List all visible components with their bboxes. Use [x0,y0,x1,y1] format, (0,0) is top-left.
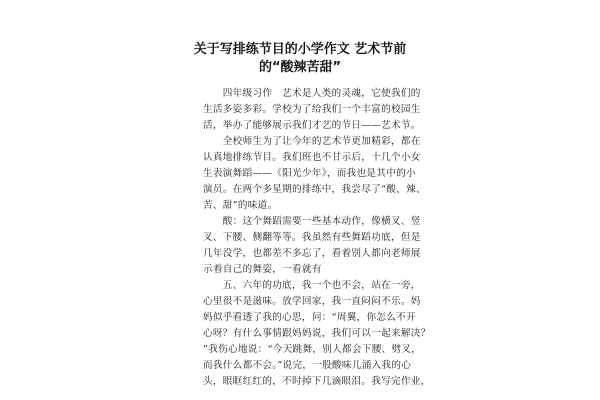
body-line: 全校师生为了让今年的艺术节更加精彩，都在 [203,136,421,147]
body-line: 五、六年的功底，我一个也不会，站在一旁， [203,280,421,291]
body-line: 认真地排练节目。我们班也不甘示后，十几个小女 [203,152,421,163]
body-line: 头，眼眶红红的，不时掉下几滴眼泪。我写完作业， [203,376,431,387]
body-line: 妈似乎看透了我的心思，问：“周翼，你怎么不开 [203,312,416,323]
body-line: 活，举办了能够展示我们才艺的节日——艺术节。 [203,120,421,131]
body-line: 苦、甜”的味道。 [203,200,278,211]
document-title-line-1: 关于写排练节目的小学作文 艺术节前 [193,42,407,57]
body-line: ”我伤心地说：“今天跳舞，别人都会下腰、劈叉， [203,344,422,355]
document-title-line-2: 的“酸辣苦甜” [258,60,342,75]
body-line: 心里很不是滋味。放学回家，我一直闷闷不乐。妈 [203,296,421,307]
body-line: 演员。在两个多星期的排练中，我尝尽了“酸、辣、 [203,184,426,195]
body-line: 几年没学，也都差不多忘了，看着别人都向老师展 [203,248,421,259]
body-line: 而我什么都不会。”说完，一股酸味儿涌入我的心 [203,360,412,371]
body-line: 酸：这个舞蹈需要一些基本动作，像横叉、竖 [203,216,421,227]
body-line: 示着自己的舞姿，一看就有 [203,264,322,275]
body-line: 心呀？有什么事情跟妈妈说，我们可以一起来解决？ [203,328,431,339]
body-line: 四年级习作 艺术是人类的灵魂，它使我们的 [203,88,421,99]
body-line: 生活多姿多彩。学校为了给我们一个丰富的校园生 [203,104,421,115]
body-line: 生表演舞蹈——《阳光少年》，而我也是其中的小 [203,168,416,179]
body-line: 叉、下腰、侧翻等等。我虽然有些舞蹈功底，但是 [203,232,421,243]
